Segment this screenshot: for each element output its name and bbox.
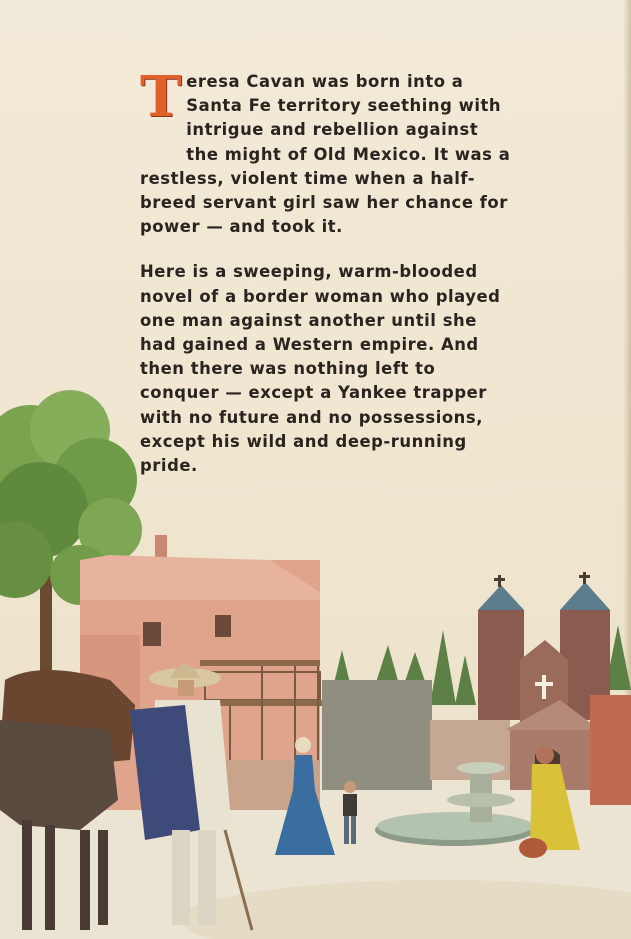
drop-cap: T (140, 64, 183, 130)
plaza-illustration (0, 360, 631, 939)
blurb-paragraph-2: Here is a sweeping, warm-blooded novel of a border woman who played one man against another until she had gained a Western empire. And then there was nothing left to conquer — except a Yankee trapper with no future and no possessions, except his wild and deep-running pride. (140, 262, 501, 476)
blurb-paragraph-1-text: eresa Cavan was born into a Santa Fe territory seething with intrigue and rebellion against the might of Old Mexico. It was a restless, violent time when a half-breed servant girl saw her chance for power — and took it. (140, 72, 511, 237)
blurb-paragraph-1 (140, 64, 512, 239)
grey-wall (322, 680, 432, 790)
